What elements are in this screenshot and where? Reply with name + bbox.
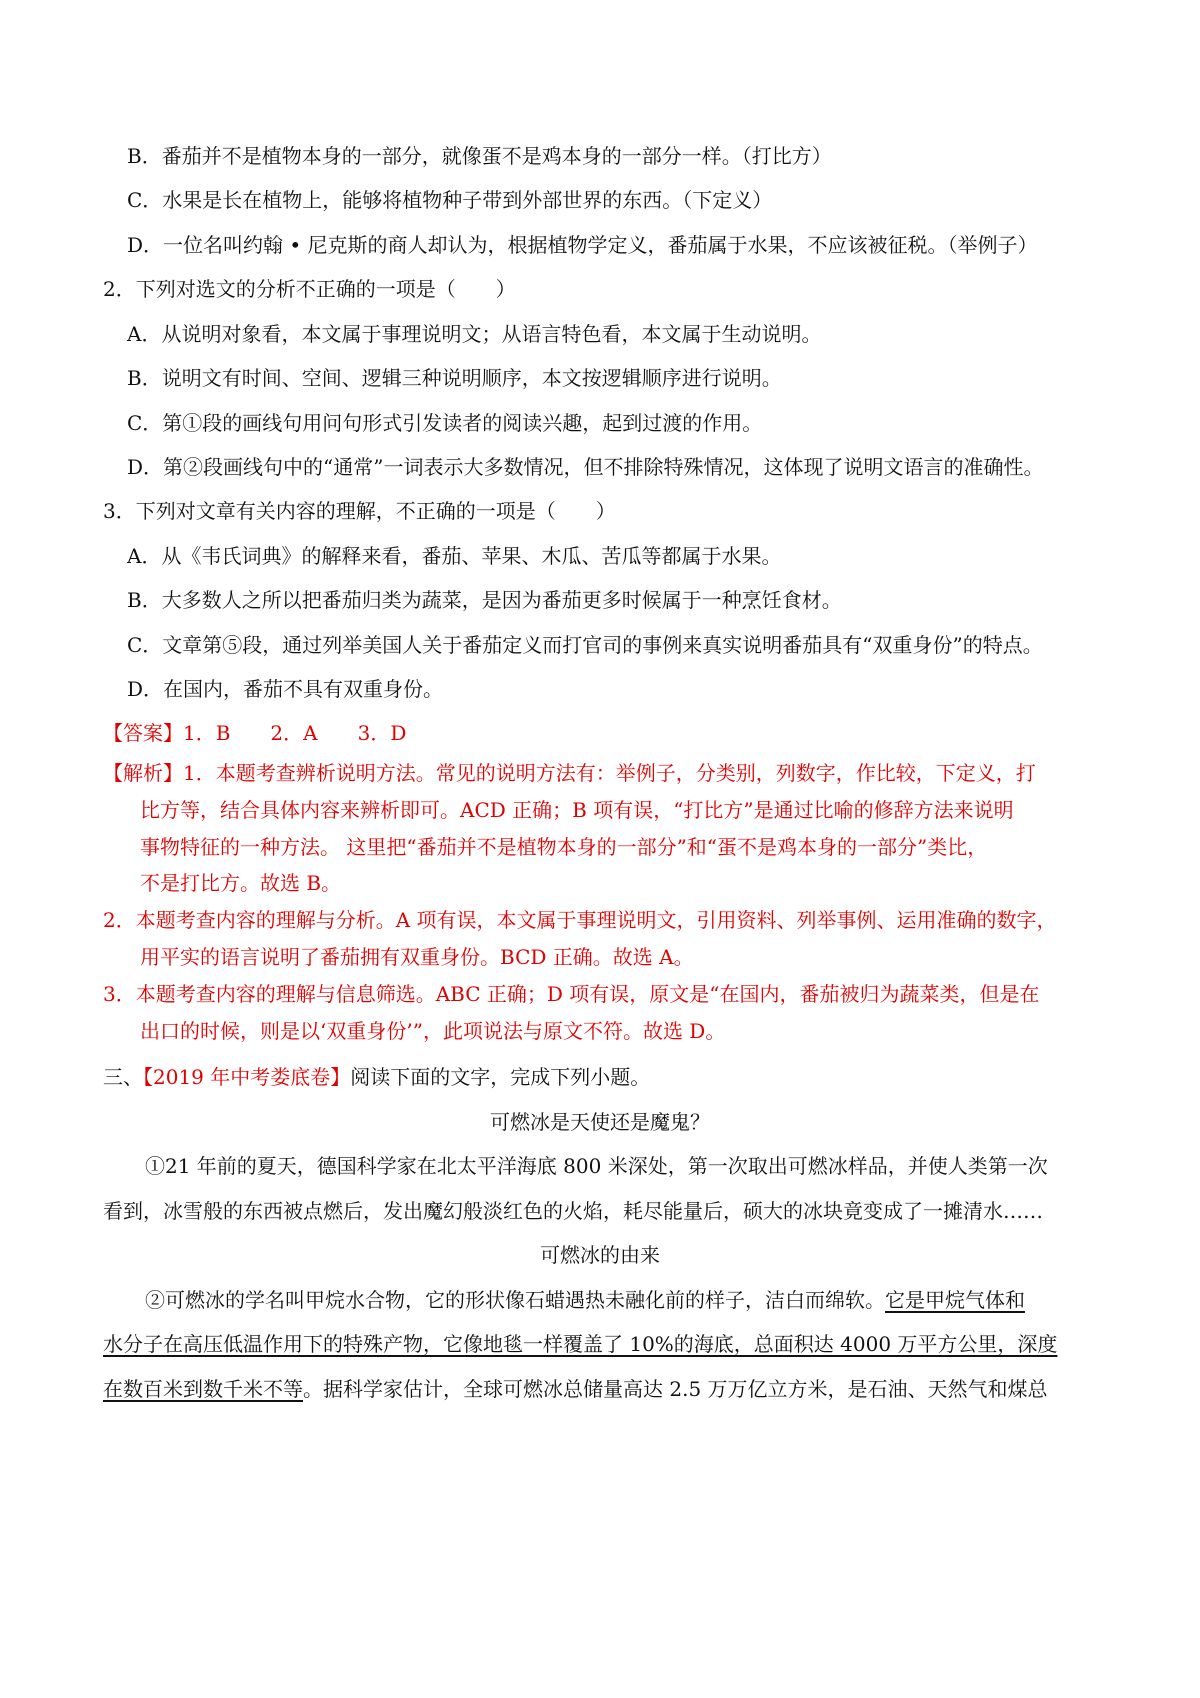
analysis-line-3: 事物特征的一种方法。 这里把“番茄并不是植物本身的一部分”和“蛋不是鸡本身的一部分”类比， (140, 835, 988, 859)
section-3-heading (103, 1063, 650, 1091)
q1-option-b: B．番茄并不是植物本身的一部分，就像蛋不是鸡本身的一部分一样。（打比方） (127, 144, 832, 168)
paragraph-2-underlined-text-end: 在数百米到数千米不等 (103, 1377, 303, 1401)
article-paragraph-1-line-2: 看到，冰雪般的东西被点燃后，发出魔幻般淡红色的火焰，耗尽能量后，硕大的冰块竟变成了一摊清水…… (103, 1199, 1043, 1223)
article-paragraph-2-line-1 (145, 1286, 1025, 1314)
section-3-instruction: 阅读下面的文字，完成下列小题。 (350, 1065, 651, 1089)
q3-option-a: A．从《韦氏词典》的解释来看，番茄、苹果、木瓜、苦瓜等都属于水果。 (127, 544, 782, 568)
paragraph-2-underlined-text: 它是甲烷气体和 (885, 1288, 1025, 1312)
q3-stem: 3．下列对文章有关内容的理解，不正确的一项是（ ） (103, 499, 616, 523)
article-paragraph-2-line-3 (103, 1375, 1048, 1403)
q1-option-c: C．水果是长在植物上，能够将植物种子带到外部世界的东西。（下定义） (127, 188, 773, 212)
section-3-prefix: 三、 (103, 1065, 143, 1089)
q2-stem: 2．下列对选文的分析不正确的一项是（ ） (103, 277, 516, 301)
q3-option-c: C．文章第⑤段，通过列举美国人关于番茄定义而打官司的事例来真实说明番茄具有“双重身份”的特点。 (127, 633, 1043, 657)
paragraph-2-text: ②可燃冰的学名叫甲烷水合物，它的形状像石蜡遇热未融化前的样子，洁白而绵软。 (145, 1288, 885, 1312)
analysis-line-8: 出口的时候，则是以‘双重身份’”，此项说法与原文不符。故选 D。 (140, 1019, 726, 1043)
q2-option-d: D．第②段画线句中的“通常”一词表示大多数情况，但不排除特殊情况，这体现了说明文语言的准确性。 (127, 455, 1044, 479)
q1-option-d: D．一位名叫约翰 • 尼克斯的商人却认为，根据植物学定义，番茄属于水果，不应该被征税。（举例子） (127, 233, 1038, 257)
article-title: 可燃冰是天使还是魔鬼？ (490, 1110, 710, 1134)
q3-option-b: B．大多数人之所以把番茄归类为蔬菜，是因为番茄更多时候属于一种烹饪食材。 (127, 588, 842, 612)
section-3-source-tag: 【2019 年中考娄底卷】 (143, 1065, 351, 1089)
analysis-line-1: 【解析】1．本题考查辨析说明方法。常见的说明方法有：举例子，分类别，列数字，作比较，下定义，打 (103, 761, 1036, 785)
analysis-line-6: 用平实的语言说明了番茄拥有双重身份。BCD 正确。故选 A。 (140, 945, 694, 969)
analysis-line-5: 2．本题考查内容的理解与分析。A 项有误，本文属于事理说明文，引用资料、列举事例、运用准确的数字， (103, 908, 1057, 932)
article-paragraph-1-line-1: ①21 年前的夏天，德国科学家在北太平洋海底 800 米深处，第一次取出可燃冰样品，并使人类第一次 (145, 1154, 1048, 1178)
answer-line: 【答案】1．B 2．A 3．D (103, 721, 407, 745)
analysis-line-2: 比方等，结合具体内容来辨析即可。ACD 正确；B 项有误，“打比方”是通过比喻的修辞方法来说明 (140, 798, 1014, 822)
q2-option-a: A．从说明对象看，本文属于事理说明文；从语言特色看，本文属于生动说明。 (127, 322, 822, 346)
q2-option-b: B．说明文有时间、空间、逻辑三种说明顺序，本文按逻辑顺序进行说明。 (127, 366, 782, 390)
analysis-line-4: 不是打比方。故选 B。 (140, 871, 342, 895)
article-subtitle: 可燃冰的由来 (540, 1243, 660, 1267)
article-paragraph-2-line-2: 水分子在高压低温作用下的特殊产物，它像地毯一样覆盖了 10%的海底，总面积达 4000 万平方公里，深度 (103, 1332, 1058, 1356)
analysis-line-7: 3．本题考查内容的理解与信息筛选。ABC 正确；D 项有误，原文是“在国内，番茄被归为蔬菜类，但是在 (103, 982, 1040, 1006)
q3-option-d: D．在国内，番茄不具有双重身份。 (127, 677, 444, 701)
q2-option-c: C．第①段的画线句用问句形式引发读者的阅读兴趣，起到过渡的作用。 (127, 411, 763, 435)
paragraph-2-text-continued: 。据科学家估计，全球可燃冰总储量高达 2.5 万万亿立方米，是石油、天然气和煤总 (303, 1377, 1048, 1401)
